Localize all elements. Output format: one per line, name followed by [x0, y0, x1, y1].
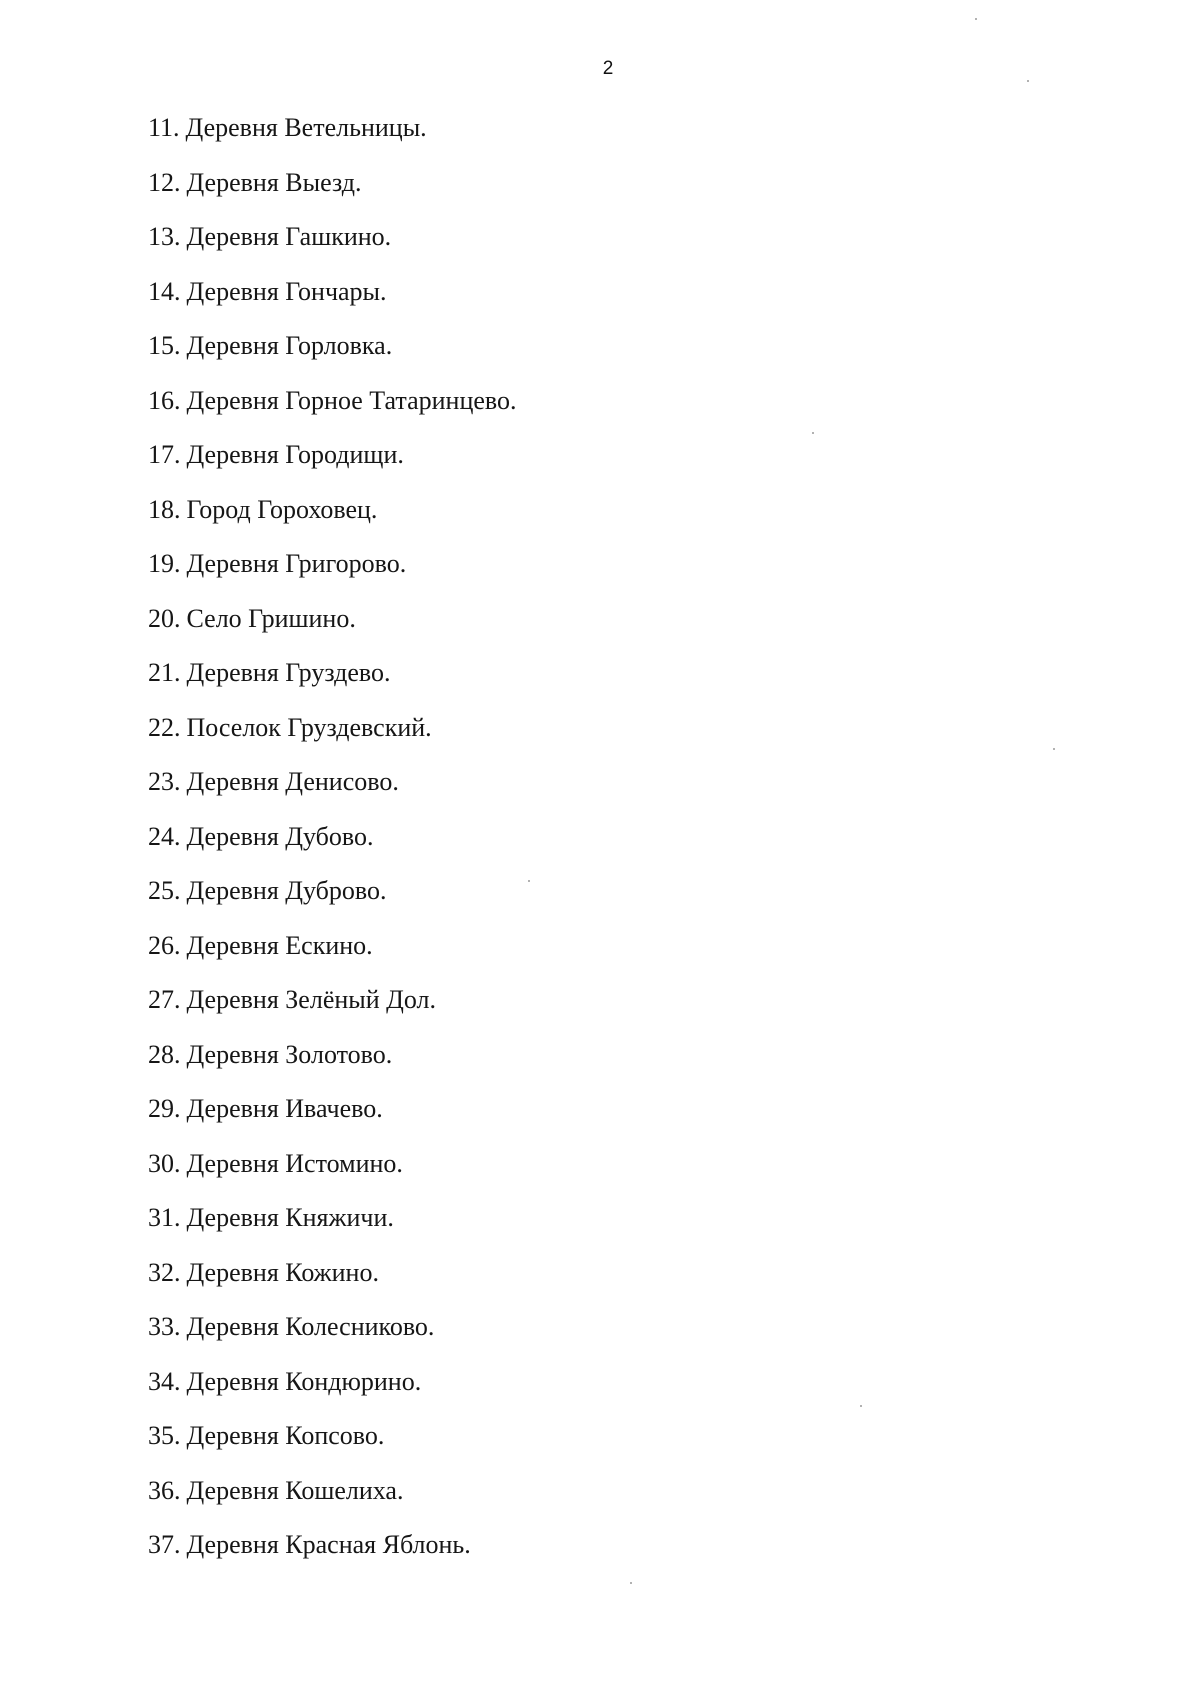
item-text: Деревня Княжичи.	[186, 1203, 394, 1232]
item-text: Деревня Городищи.	[186, 440, 404, 469]
item-number: 34.	[148, 1366, 181, 1396]
item-text: Город Гороховец.	[186, 494, 378, 524]
list-item	[148, 276, 517, 331]
item-number: 37.	[148, 1530, 181, 1559]
item-text: Деревня Кожино.	[186, 1257, 379, 1287]
item-text: Поселок Груздевский.	[186, 712, 432, 742]
item-text: Деревня Истомино.	[186, 1148, 403, 1178]
list-item	[148, 875, 517, 930]
list-item	[148, 657, 517, 712]
scan-speck	[860, 1405, 862, 1407]
item-text: Деревня Ивачево.	[186, 1094, 383, 1123]
item-text: Деревня Выезд.	[186, 167, 362, 197]
list-item	[148, 1148, 517, 1203]
scan-speck	[812, 432, 814, 434]
list-item	[148, 1093, 517, 1148]
item-text: Деревня Кошелиха.	[186, 1475, 404, 1505]
list-item	[148, 1529, 517, 1584]
item-text: Деревня Гашкино.	[186, 222, 392, 251]
list-item	[148, 1366, 517, 1421]
item-text: Деревня Горловка.	[186, 331, 393, 360]
item-number: 13.	[148, 222, 181, 251]
list-item	[148, 221, 517, 276]
list-item	[148, 1420, 517, 1475]
item-number: 15.	[148, 331, 181, 360]
list-item	[148, 1202, 517, 1257]
item-number: 25.	[148, 876, 181, 905]
item-text: Деревня Золотово.	[186, 1039, 393, 1069]
item-number: 17.	[148, 440, 181, 469]
item-text: Деревня Кондюрино.	[186, 1366, 422, 1396]
item-text: Деревня Дуброво.	[186, 876, 387, 905]
list-item	[148, 1311, 517, 1366]
scan-speck	[1053, 748, 1055, 750]
item-text: Деревня Груздево.	[186, 658, 391, 687]
item-number: 20.	[148, 603, 181, 633]
item-text: Деревня Копсово.	[186, 1421, 385, 1450]
item-number: 23.	[148, 767, 181, 796]
list-item	[148, 494, 517, 549]
item-number: 33.	[148, 1312, 181, 1341]
list-item	[148, 1039, 517, 1094]
item-number: 22.	[148, 712, 181, 742]
item-number: 27.	[148, 985, 181, 1014]
list-item	[148, 1475, 517, 1530]
item-number: 28.	[148, 1039, 181, 1069]
item-number: 31.	[148, 1203, 181, 1232]
item-text: Деревня Горное Татаринцево.	[186, 385, 517, 415]
scan-speck	[975, 18, 977, 20]
list-item	[148, 548, 517, 603]
scan-speck	[528, 880, 530, 882]
item-number: 30.	[148, 1148, 181, 1178]
item-text: Деревня Красная Яблонь.	[186, 1530, 471, 1559]
item-text: Село Гришино.	[186, 603, 356, 633]
list-item	[148, 603, 517, 658]
item-text: Деревня Денисово.	[186, 767, 399, 796]
item-text: Деревня Григорово.	[186, 549, 407, 578]
item-number: 35.	[148, 1421, 181, 1450]
item-text: Деревня Гончары.	[186, 276, 387, 306]
list-item	[148, 167, 517, 222]
settlement-list	[148, 112, 517, 1584]
item-text: Деревня Колесниково.	[186, 1312, 435, 1341]
item-number: 11.	[148, 113, 180, 142]
list-item	[148, 930, 517, 985]
item-number: 21.	[148, 658, 181, 687]
item-text: Деревня Ветельницы.	[185, 113, 427, 142]
page-number: 2	[602, 58, 614, 79]
list-item	[148, 984, 517, 1039]
item-text: Деревня Ескино.	[186, 930, 373, 960]
item-number: 24.	[148, 821, 181, 851]
list-item	[148, 766, 517, 821]
item-number: 12.	[148, 167, 181, 197]
item-number: 18.	[148, 494, 181, 524]
item-number: 14.	[148, 276, 181, 306]
scan-speck	[630, 1582, 632, 1584]
item-text: Деревня Зелёный Дол.	[186, 985, 437, 1014]
list-item	[148, 385, 517, 440]
item-number: 26.	[148, 930, 181, 960]
item-text: Деревня Дубово.	[186, 821, 374, 851]
item-number: 32.	[148, 1257, 181, 1287]
list-item	[148, 330, 517, 385]
scan-speck	[1027, 80, 1029, 82]
item-number: 16.	[148, 385, 181, 415]
list-item	[148, 1257, 517, 1312]
list-item	[148, 112, 517, 167]
list-item	[148, 712, 517, 767]
list-item	[148, 439, 517, 494]
item-number: 19.	[148, 549, 181, 578]
item-number: 29.	[148, 1094, 181, 1123]
list-item	[148, 821, 517, 876]
item-number: 36.	[148, 1475, 181, 1505]
